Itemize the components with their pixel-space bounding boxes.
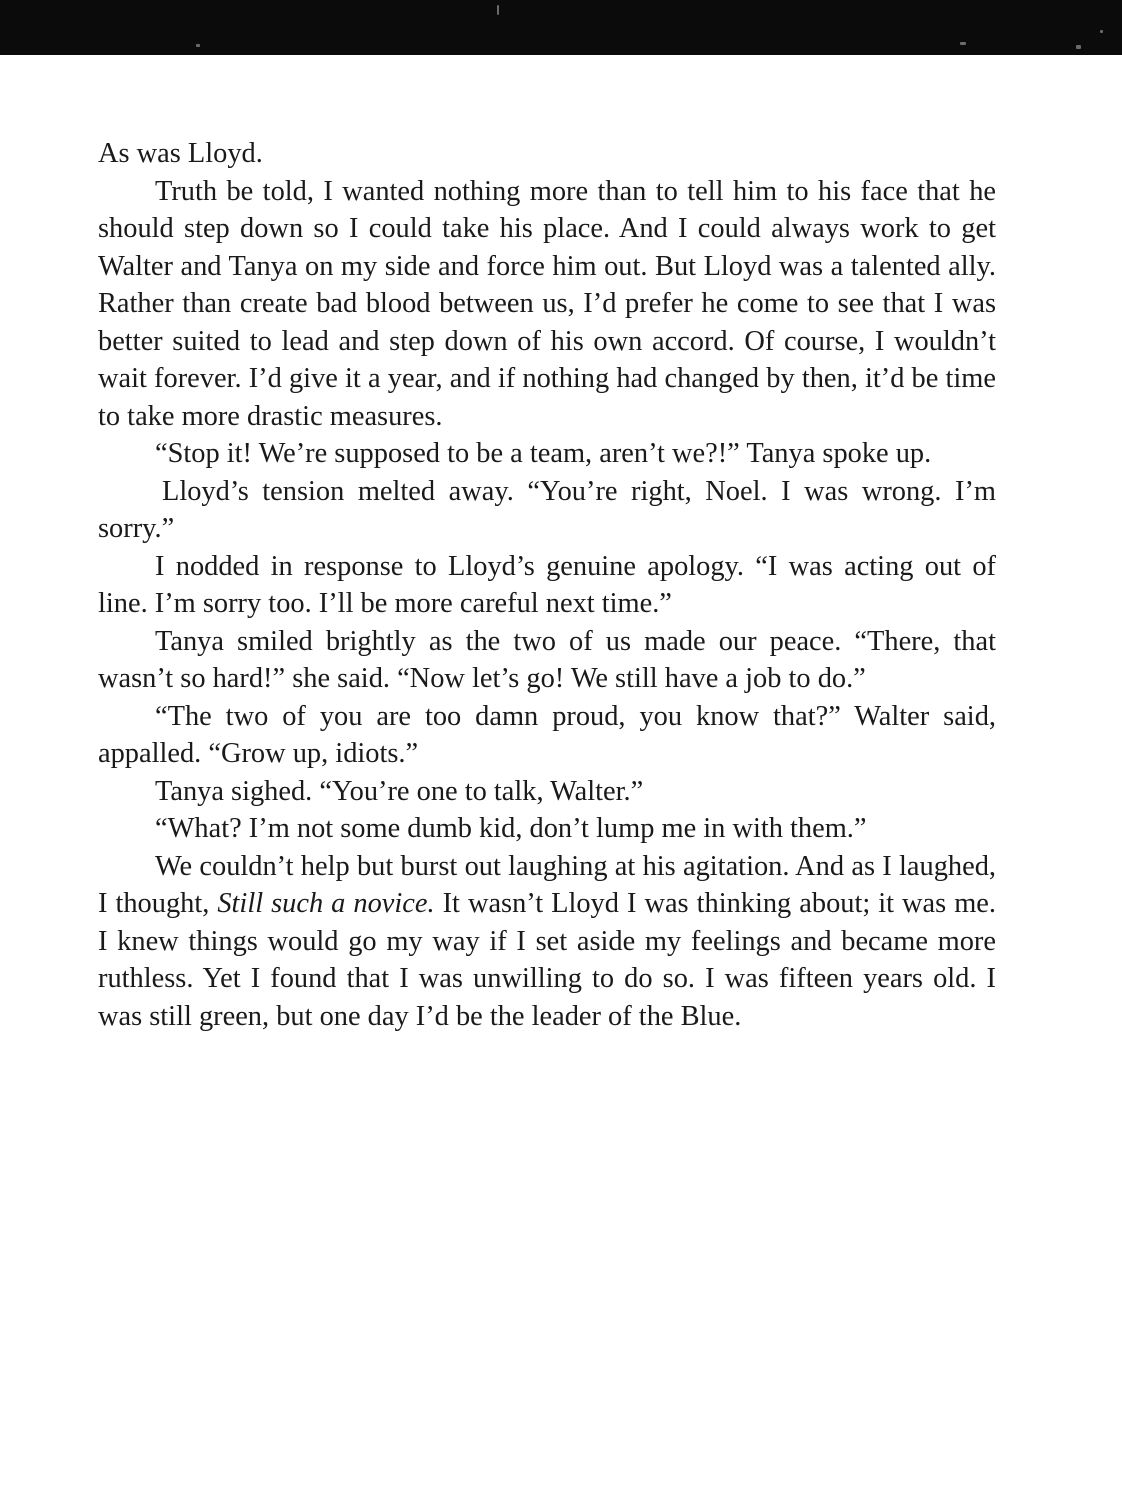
paragraph (98, 848, 996, 1036)
paragraph-text: It wasn’t Lloyd I was thinking about; it was me. I knew things would go my way if I set aside my feelings and became more ruthless. Yet I found that I was unwilling to do so. I was fifteen years old. I was still green, but one day I’d be the leader of the Blue. (98, 888, 996, 1032)
page-body-text (98, 135, 996, 1035)
scan-speck (1100, 30, 1103, 33)
scan-speck (1076, 45, 1081, 49)
scan-speck (497, 5, 499, 15)
scan-speck (960, 42, 966, 45)
top-dark-border (0, 0, 1122, 55)
paragraph: Truth be told, I wanted nothing more than to tell him to his face that he should step down so I could take his place. And I could always work to get Walter and Tanya on my side and force him out. But Lloyd was a talented ally. Rather than create bad blood between us, I’d prefer he come to see that I was better suited to lead and step down of his own accord. Of course, I wouldn’t wait forever. I’d give it a year, and if nothing had changed by then, it’d be time to take more drastic measures. (98, 175, 996, 432)
paragraph: Lloyd’s tension melted away. “You’re right, Noel. I was wrong. I’m sorry.” (98, 475, 996, 544)
scan-speck (196, 44, 200, 47)
paragraph: “The two of you are too damn proud, you know that?” Walter said, appalled. “Grow up, idiots.” (98, 700, 996, 769)
paragraph: “Stop it! We’re supposed to be a team, aren’t we?!” Tanya spoke up. (155, 438, 932, 469)
italic-thought: Still such a novice. (217, 888, 435, 919)
paragraph: Tanya smiled brightly as the two of us made our peace. “There, that wasn’t so hard!” she said. “Now let’s go! We still have a job to do.” (98, 625, 996, 694)
paragraph: I nodded in response to Lloyd’s genuine apology. “I was acting out of line. I’m sorry too. I’ll be more careful next time.” (98, 550, 996, 619)
paragraph-text: We couldn’t help but burst out laughing at his agitation. And as I laughed, I thought, (98, 850, 996, 919)
paragraph: As was Lloyd. (98, 138, 263, 169)
paragraph: Tanya sighed. “You’re one to talk, Walter.” (155, 775, 644, 807)
paragraph: “What? I’m not some dumb kid, don’t lump me in with them.” (155, 813, 867, 844)
